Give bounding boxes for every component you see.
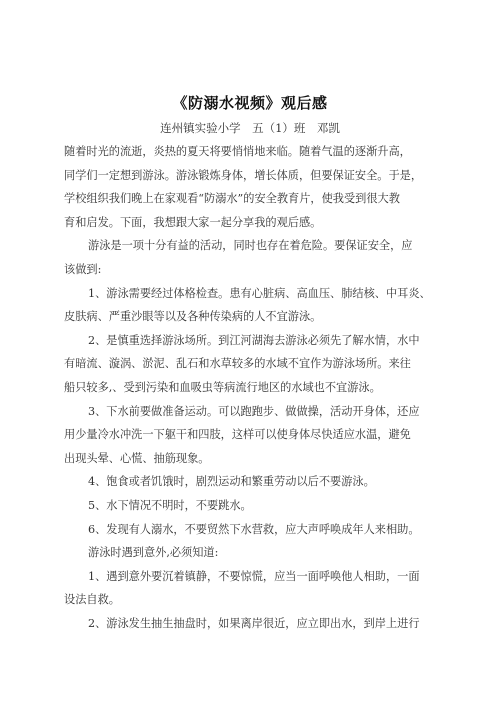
body-line: 船只较多,、受到污染和血吸虫等病流行地区的水域也不宜游泳。	[64, 380, 381, 394]
body-line: 同学们一定想到游泳。游泳锻炼身体，增长体质，但要保证安全。于是，	[64, 168, 423, 182]
body-line: 6、发现有人溺水，不要贸然下水营救，应大声呼唤成年人来相助。	[88, 522, 420, 536]
body-line: 用少量冷水冲洗一下躯干和四肢，这样可以使身体尽快适应水温，避免	[64, 428, 411, 442]
body-line: 该做到:	[64, 262, 102, 276]
document-title: 《防溺水视频》观后感	[172, 94, 328, 112]
body-line: 随着时光的流逝，炎热的夏天将要悄悄地来临。随着气温的逐渐升高，	[64, 145, 411, 158]
body-line: 1、游泳需要经过体格检查。患有心脏病、高血压、肺结核、中耳炎、	[88, 286, 431, 300]
body-line: 学校组织我们晚上在家观看“防溺水”的安全教育片，使我受到很大教	[64, 192, 400, 206]
body-line: 设法自救。	[64, 593, 120, 607]
body-line: 2、是慎重选择游泳场所。到江河湖海去游泳必须先了解水情，水中	[88, 333, 420, 347]
body-line: 育和启发。下面，我想跟大家一起分享我的观后感。	[64, 215, 322, 229]
body-line: 游泳时遇到意外,必须知道:	[88, 546, 219, 560]
body-line: 4、饱食或者饥饿时，剧烈运动和繁重劳动以后不要游泳。	[88, 475, 375, 489]
author-byline: 连州镇实验小学 五（1）班 邓凯	[160, 121, 340, 135]
body-line: 有暗流、漩涡、淤泥、乱石和水草较多的水域不宜作为游泳场所。来往	[64, 357, 411, 371]
body-line: 3、下水前要做准备运动。可以跑跑步、做做操，活动开身体，还应	[88, 404, 420, 418]
body-line: 出现头晕、心慌、抽筋现象。	[64, 451, 210, 465]
document-body	[64, 140, 456, 635]
body-line: 皮肤病、严重沙眼等以及各种传染病的人不宜游泳。	[64, 310, 322, 324]
body-line: 5、水下情况不明时，不要跳水。	[88, 498, 252, 512]
body-line: 2、游泳发生抽生抽盘时，如果离岸很近，应立即出水，到岸上进行	[88, 616, 420, 630]
body-line: 游泳是一项十分有益的活动，同时也存在着危险。要保证安全，应	[88, 239, 413, 253]
body-line: 1、遇到意外要沉着镇静，不要惊慌，应当一面呼唤他人相助，一面	[88, 569, 420, 583]
